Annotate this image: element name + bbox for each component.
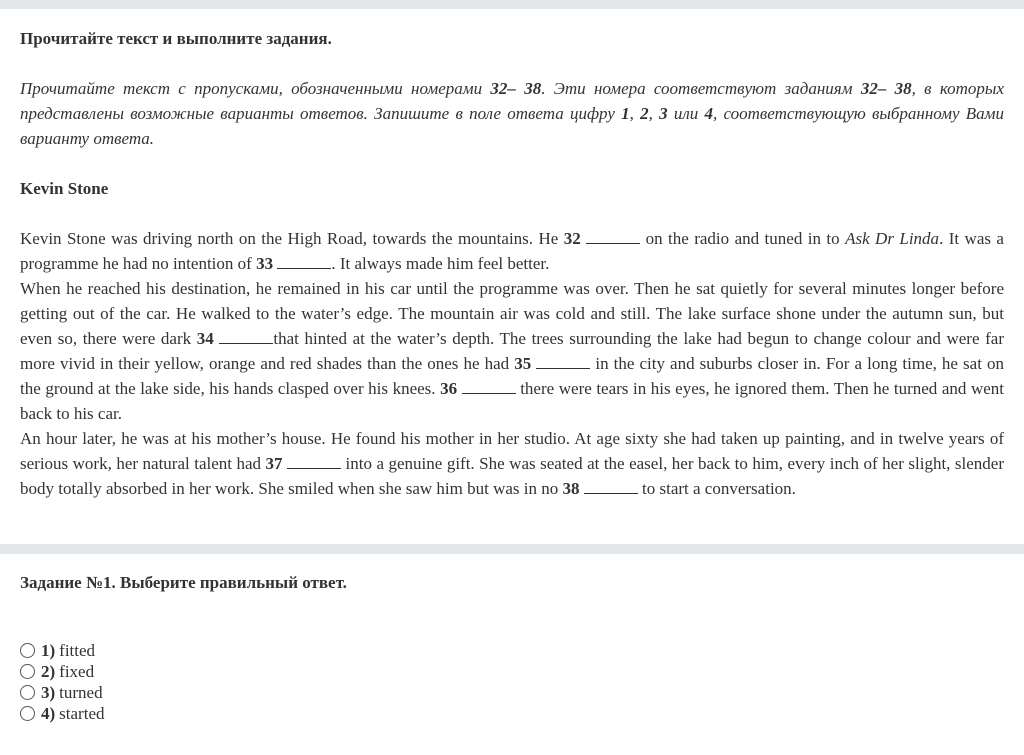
gap-blank-38 <box>584 478 638 494</box>
gap-blank-34 <box>219 328 273 344</box>
answer-option-4[interactable]: 4) started <box>20 703 1004 724</box>
instructions: Прочитайте текст с пропусками, обозначенными номерами 32– 38. Эти номера соответствуют заданиям 32– 38, в которых представлены возможные варианты ответов. Запишите в поле ответа цифру 1, 2, 3 или 4, соответствующую выбранному Вами варианту ответа. <box>20 79 1005 148</box>
answer-label-4: started <box>59 704 105 723</box>
answer-option-1[interactable]: 1) fitted <box>20 640 1004 661</box>
gap-blank-32 <box>586 228 640 244</box>
radio-button-1[interactable] <box>20 643 35 658</box>
section-separator <box>0 544 1024 554</box>
gap-blank-37 <box>287 453 341 469</box>
radio-button-4[interactable] <box>20 706 35 721</box>
answer-option-3[interactable]: 3) turned <box>20 682 1004 703</box>
passage-title: Kevin Stone <box>20 179 109 198</box>
answer-option-2[interactable]: 2) fixed <box>20 661 1004 682</box>
passage-text <box>20 226 1004 501</box>
show-title: Ask Dr Linda <box>845 229 940 248</box>
reading-section <box>0 9 1024 501</box>
top-separator <box>0 0 1024 9</box>
answer-label-2: fixed <box>59 662 95 681</box>
radio-button-3[interactable] <box>20 685 35 700</box>
gap-number-38: 38 <box>562 479 580 498</box>
gap-blank-36 <box>462 378 516 394</box>
paragraph-2: When he reached his destination, he remained in his car until the programme was over. Then he sat quietly for several minutes longer before getting out of the car. He walked to the water’s edge. The mountain air was cold and still. The lake surface shone under the autumn sun, but even so, there were dark 34 that hinted at the water’s depth. The trees surrounding the lake had begun to change colour and were far more vivid in their yellow, orange and red shades than the ones he had 35 in the city and suburbs closer in. For a long time, he sat on the ground at the lake side, his hands clasped over his knees. 36 there were tears in his eyes, he ignored them. Then he turned and went back to his car. <box>20 279 1005 423</box>
radio-button-2[interactable] <box>20 664 35 679</box>
task-section <box>0 554 1024 724</box>
paragraph-1: Kevin Stone was driving north on the High Road, towards the mountains. He 32 on the radio and tuned in to Ask Dr Linda. It was a programme he had no intention of 33 . It always made him feel better. <box>20 229 1004 273</box>
gap-blank-33 <box>277 253 331 269</box>
paragraph-3: An hour later, he was at his mother’s house. He found his mother in her studio. At age sixty she had taken up painting, and in twelve years of serious work, her natural talent had 37 into a genuine gift. She was seated at the easel, her back to him, every inch of her slight, slender body totally absorbed in her work. She smiled when she saw him but was in no 38 to start a conversation. <box>20 429 1004 498</box>
gap-number-32: 32 <box>563 229 581 248</box>
answer-options <box>20 640 1004 724</box>
gap-number-36: 36 <box>440 379 458 398</box>
task-title: Задание №1. Выберите правильный ответ. <box>20 573 347 592</box>
gap-number-35: 35 <box>514 354 532 373</box>
gap-number-34: 34 <box>196 329 214 348</box>
answer-label-3: turned <box>59 683 103 702</box>
page-title: Прочитайте текст и выполните задания. <box>20 29 332 48</box>
answer-label-1: fitted <box>59 641 96 660</box>
gap-number-37: 37 <box>265 454 283 473</box>
gap-blank-35 <box>536 353 590 369</box>
gap-number-33: 33 <box>256 254 274 273</box>
